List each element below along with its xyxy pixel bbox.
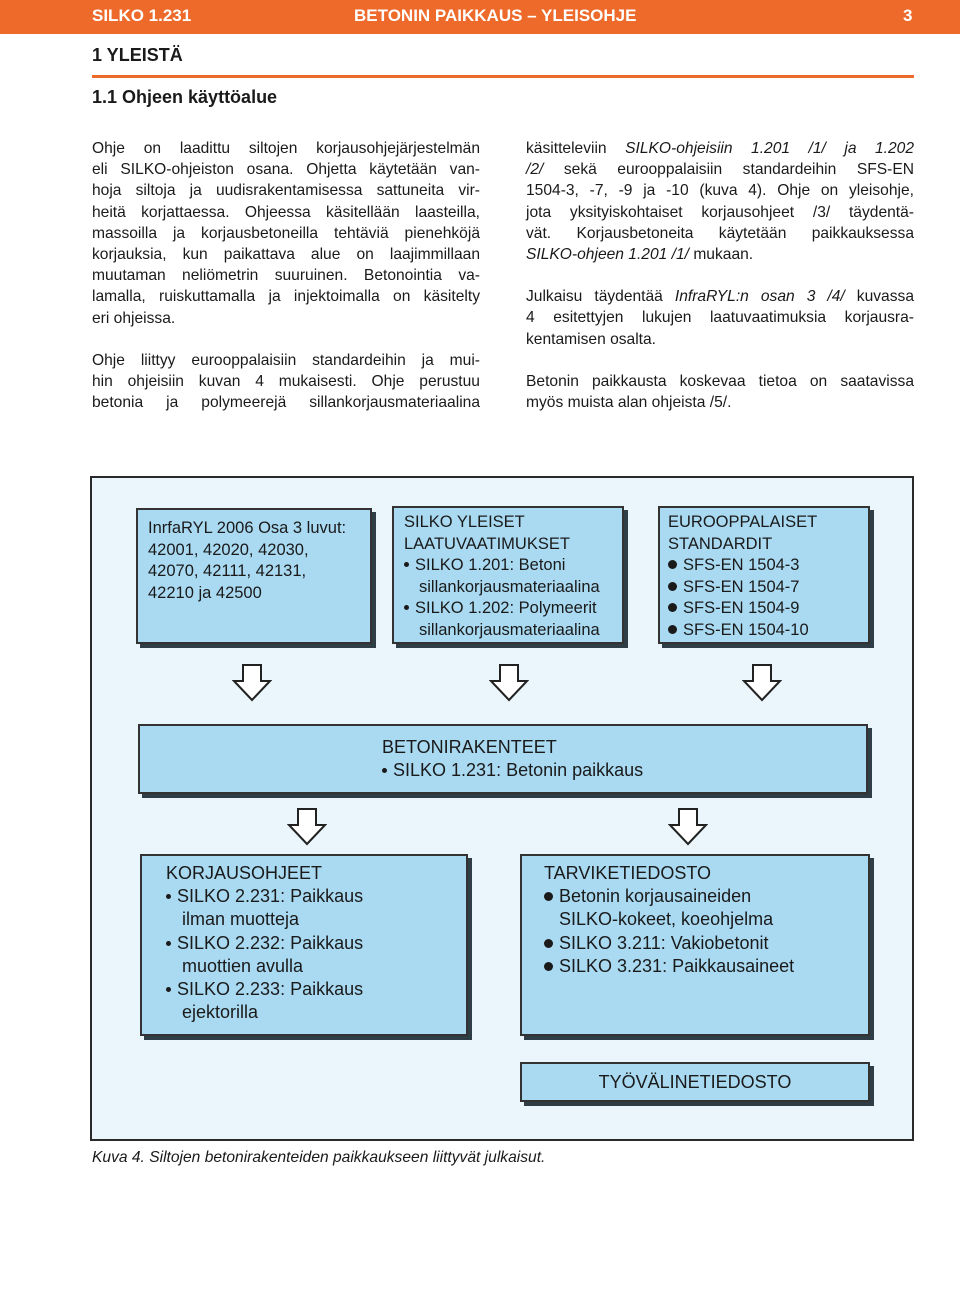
box-item: SFS-EN 1504-9 xyxy=(668,598,860,620)
page-header xyxy=(0,0,960,34)
bullet-icon xyxy=(668,625,677,634)
header-doc-title: BETONIN PAIKKAUS – YLEISOHJE xyxy=(354,6,637,25)
publications-diagram xyxy=(90,476,914,1141)
bullet-icon xyxy=(544,962,553,971)
bullet-icon xyxy=(166,894,171,899)
box-title: BETONIRAKENTEET xyxy=(382,737,557,757)
down-arrow-icon xyxy=(742,664,782,702)
bullet-icon xyxy=(382,768,387,773)
text-line: jota yksityiskohtaiset korjausohjeet /3/ täydentä- xyxy=(526,203,914,221)
box-item: Betonin korjausaineiden xyxy=(544,885,846,908)
bullet-icon xyxy=(668,603,677,612)
bullet-icon xyxy=(404,562,409,567)
box-item: SILKO 1.231: Betonin paikkaus xyxy=(382,759,866,782)
box-title: STANDARDIT xyxy=(668,534,773,553)
box-title: LAATUVAATIMUKSET xyxy=(404,534,570,553)
down-arrow-icon xyxy=(489,664,529,702)
down-arrow-icon xyxy=(232,664,272,702)
text-column-right xyxy=(526,138,914,434)
box-title: EUROOPPALAISET xyxy=(668,513,818,531)
bullet-icon xyxy=(668,560,677,569)
text-column-left xyxy=(92,138,480,434)
box-item: muottien avulla xyxy=(182,955,304,976)
section-heading: 1 YLEISTÄ xyxy=(92,45,183,65)
text-line: hin ohjeisiin kuvan 4 mukaisesti. Ohje perustuu xyxy=(92,373,480,391)
paragraph xyxy=(526,138,914,265)
box-line: 42210 ja 42500 xyxy=(148,583,262,602)
text-line: myös muista alan ohjeista /5/. xyxy=(526,394,732,412)
subsection-heading: 1.1 Ohjeen käyttöalue xyxy=(92,87,278,107)
box-item: SILKO 1.202: Polymeerit xyxy=(404,598,612,620)
header-doc-code: SILKO 1.231 xyxy=(92,6,192,25)
text-line: hoja siltoja ja uudisrakentamisessa sattuneita vir- xyxy=(92,182,480,200)
box-standardit xyxy=(658,506,870,644)
box-item: sillankorjausmateriaalina xyxy=(419,620,600,639)
box-item: SILKO 3.231: Paikkausaineet xyxy=(544,955,846,978)
text-line: 1504-3, -7, -9 ja -10 (kuva 4). Ohje on yleisohje, xyxy=(526,182,914,200)
text-line: Julkaisu täydentää InfraRYL:n osan 3 /4/ kuvassa xyxy=(526,288,914,306)
text-line: 4 esitettyjen lukujen laatuvaatimuksia korjausra- xyxy=(526,309,914,327)
text-line: eri ohjeissa. xyxy=(92,309,176,327)
header-page-number: 3 xyxy=(903,6,913,25)
bullet-icon xyxy=(544,939,553,948)
text-line: SILKO-ohjeen 1.201 /1/ mukaan. xyxy=(526,246,754,264)
box-item: SFS-EN 1504-10 xyxy=(668,620,860,642)
box-item: SILKO 2.231: Paikkaus xyxy=(166,885,442,908)
box-title: TYÖVÄLINETIEDOSTO xyxy=(598,1072,792,1092)
text-line: Ohje liittyy eurooppalaisiin standardeihin ja mui- xyxy=(92,351,480,369)
paragraph xyxy=(526,286,914,350)
down-arrow-icon xyxy=(668,808,708,846)
box-line: 42070, 42111, 42131, xyxy=(148,562,307,580)
text-line: massoilla ja korjausbetoneilla tehtäviä pienehköjä xyxy=(92,224,480,242)
box-item: SILKO 2.232: Paikkaus xyxy=(166,932,442,955)
text-line: betonia ja polymeerejä sillankorjausmateriaalina xyxy=(92,394,480,412)
box-line: InrfaRYL 2006 Osa 3 luvut: xyxy=(148,519,347,537)
text-line: /2/ sekä eurooppalaisiin standardeihin SFS-EN xyxy=(526,161,914,179)
section-divider xyxy=(92,75,914,78)
text-line: heitä korjattaessa. Ohjeessa käsitellään laasteilla, xyxy=(92,203,480,221)
text-line: lamalla, ruiskuttamalla ja injektoimalla on käsitelty xyxy=(92,288,480,306)
box-item: SILKO 2.233: Paikkaus xyxy=(166,978,442,1001)
figure-caption: Kuva 4. Siltojen betonirakenteiden paikkaukseen liittyvät julkaisut. xyxy=(92,1149,546,1166)
bullet-icon xyxy=(166,941,171,946)
bullet-icon xyxy=(404,605,409,610)
text-line: korjauksia, kun paikattava alue on laajimmillaan xyxy=(92,246,480,264)
box-item: SFS-EN 1504-3 xyxy=(668,555,860,577)
text-line: käsitteleviin SILKO-ohjeisiin 1.201 /1/ ja 1.202 xyxy=(526,140,915,157)
box-item: SILKO 3.211: Vakiobetonit xyxy=(544,932,846,955)
box-tyovalinetiedosto xyxy=(520,1062,870,1102)
box-item: ejektorilla xyxy=(182,1002,259,1023)
box-infraryl xyxy=(136,508,372,644)
box-item: SILKO-kokeet, koeohjelma xyxy=(559,909,774,930)
paragraph xyxy=(92,350,480,414)
box-item: SILKO 1.201: Betoni xyxy=(404,555,612,577)
box-item: ilman muotteja xyxy=(182,909,300,930)
box-item: SFS-EN 1504-7 xyxy=(668,577,860,599)
box-line: 42001, 42020, 42030, xyxy=(148,540,309,559)
box-title: SILKO YLEISET xyxy=(404,513,525,531)
text-line: muutaman neliömetrin suuruinen. Betonointia va- xyxy=(92,267,480,285)
paragraph xyxy=(526,371,914,413)
box-title: TARVIKETIEDOSTO xyxy=(544,863,712,883)
box-betonirakenteet xyxy=(138,724,868,794)
box-korjausohjeet xyxy=(140,854,468,1036)
bullet-icon xyxy=(544,892,553,901)
text-line: Betonin paikkausta koskevaa tietoa on saatavissa xyxy=(526,372,914,390)
text-line: eli SILKO-ohjeiston osana. Ohjetta käytetään van- xyxy=(92,161,480,179)
box-tarviketiedosto xyxy=(520,854,870,1036)
text-line: vät. Korjausbetoneita käytetään paikkauksessa xyxy=(526,224,914,242)
box-silko-yleiset xyxy=(392,506,624,644)
paragraph xyxy=(92,138,480,329)
bullet-icon xyxy=(166,987,171,992)
text-line: Ohje on laadittu siltojen korjausohjejärjestelmän xyxy=(92,140,480,157)
text-line: kentamisen osalta. xyxy=(526,330,657,348)
bullet-icon xyxy=(668,582,677,591)
box-title: KORJAUSOHJEET xyxy=(166,863,323,883)
box-item: sillankorjausmateriaalina xyxy=(419,577,600,596)
down-arrow-icon xyxy=(287,808,327,846)
